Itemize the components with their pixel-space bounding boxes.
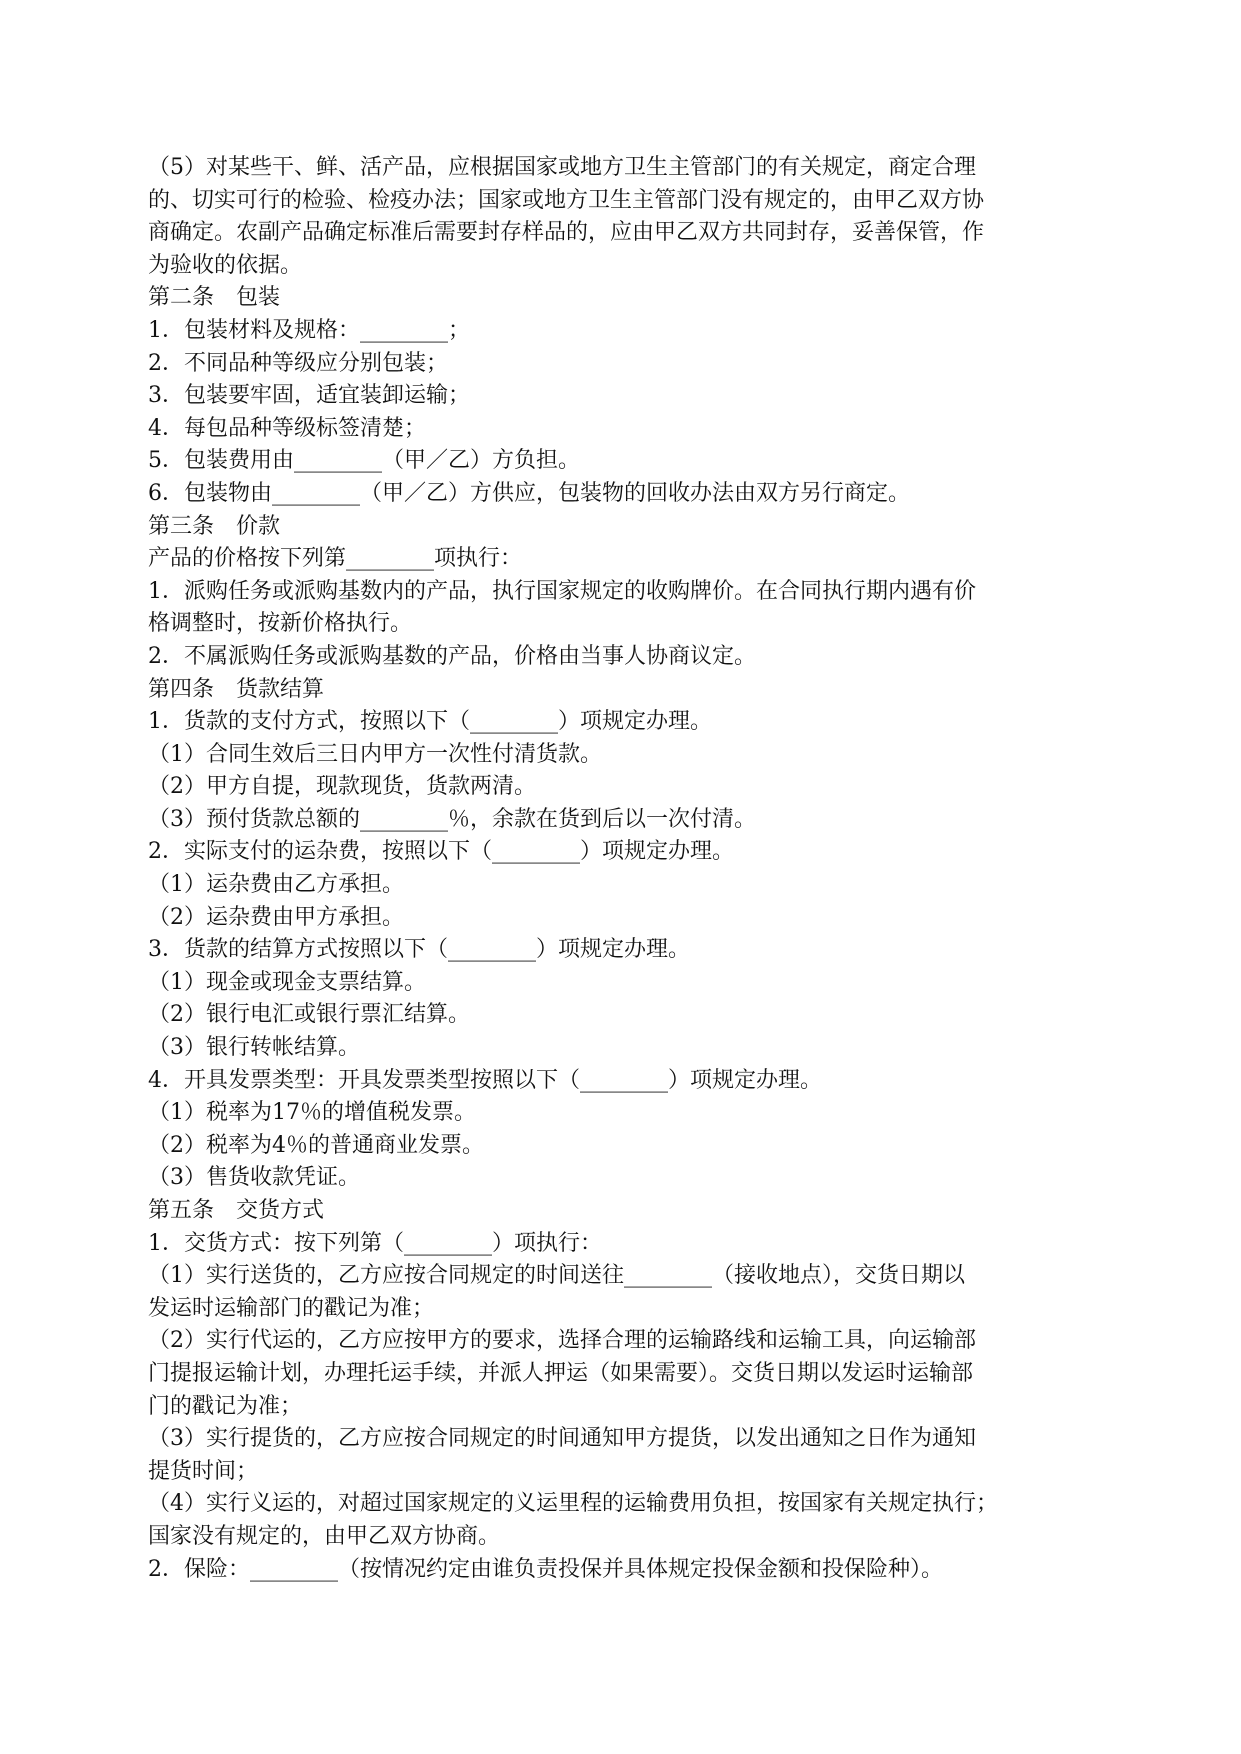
sub-clause-line: （4）实行义运的，对超过国家规定的义运里程的运输费用负担，按国家有关规定执行； (148, 1491, 998, 1517)
sub-clause-line: （3）银行转帐结算。 (148, 1035, 360, 1061)
sub-clause-line: （3）预付货款总额的________％，余款在货到后以一次付清。 (148, 806, 756, 832)
clause-line: 1．交货方式：按下列第（________）项执行： (148, 1230, 602, 1256)
clause-line: 1．派购任务或派购基数内的产品，执行国家规定的收购牌价。在合同执行期内遇有价 (148, 578, 976, 604)
clause-line: 3．货款的结算方式按照以下（________）项规定办理。 (148, 937, 690, 963)
paragraph-line: 为验收的依据。 (148, 252, 303, 278)
clause-line: 2．实际支付的运杂费，按照以下（________）项规定办理。 (148, 839, 734, 865)
sub-clause-line: （2）甲方自提，现款现货，货款两清。 (148, 774, 536, 800)
sub-clause-line: （3）售货收款凭证。 (148, 1165, 360, 1191)
sub-clause-line: 门提报运输计划，办理托运手续，并派人押运（如果需要）。交货日期以发运时运输部 (148, 1360, 974, 1386)
section-heading: 第五条 交货方式 (148, 1198, 325, 1223)
sub-clause-line: 提货时间； (148, 1458, 259, 1484)
section-heading: 第四条 货款结算 (148, 676, 325, 702)
document-body (148, 152, 1094, 1586)
clause-line: 1．货款的支付方式，按照以下（________）项规定办理。 (148, 709, 712, 735)
paragraph-line: （5）对某些干、鲜、活产品，应根据国家或地方卫生主管部门的有关规定，商定合理 (148, 155, 976, 180)
sub-clause-line: （1）合同生效后三日内甲方一次性付清货款。 (148, 741, 602, 767)
section-heading: 第三条 价款 (148, 513, 281, 539)
sub-clause-line: （1）税率为17％的增值税发票。 (148, 1100, 476, 1126)
sub-clause-line: （2）银行电汇或银行票汇结算。 (148, 1002, 470, 1028)
sub-clause-line: （1）运杂费由乙方承担。 (148, 872, 404, 898)
section-heading: 第二条 包装 (148, 285, 281, 311)
sub-clause-line: （3）实行提货的，乙方应按合同规定的时间通知甲方提货，以发出通知之日作为通知 (148, 1426, 976, 1452)
sub-clause-line: （1）实行送货的，乙方应按合同规定的时间送往________（接收地点），交货日期以 (148, 1263, 965, 1289)
clause-line: 4．每包品种等级标签清楚； (148, 415, 426, 441)
sub-clause-line: （1）现金或现金支票结算。 (148, 969, 426, 995)
sub-clause-line: 国家没有规定的，由甲乙双方协商。 (148, 1523, 501, 1549)
sub-clause-line: （2）税率为4％的普通商业发票。 (148, 1132, 484, 1158)
clause-line: 1．包装材料及规格：________； (148, 317, 470, 343)
clause-line: 格调整时，按新价格执行。 (148, 611, 413, 637)
clause-line: 6．包装物由________（甲／乙）方供应，包装物的回收办法由双方另行商定。 (148, 480, 910, 506)
clause-line: 5．包装费用由________（甲／乙）方负担。 (148, 448, 580, 474)
sub-clause-line: （2）实行代运的，乙方应按甲方的要求，选择合理的运输路线和运输工具，向运输部 (148, 1328, 976, 1354)
paragraph-line: 商确定。农副产品确定标准后需要封存样品的，应由甲乙双方共同封存，妥善保管，作 (148, 220, 985, 246)
clause-line: 产品的价格按下列第________项执行： (148, 546, 523, 572)
clause-line: 2．不同品种等级应分别包装； (148, 350, 448, 376)
clause-line: 2．不属派购任务或派购基数的产品，价格由当事人协商议定。 (148, 643, 756, 669)
sub-clause-line: 门的戳记为准； (148, 1393, 303, 1419)
sub-clause-line: 发运时运输部门的戳记为准； (148, 1295, 435, 1321)
paragraph-line: 的、切实可行的检验、检疫办法；国家或地方卫生主管部门没有规定的，由甲乙双方协 (148, 187, 985, 213)
clause-line: 4．开具发票类型：开具发票类型按照以下（________）项规定办理。 (148, 1067, 822, 1093)
clause-line: 3．包装要牢固，适宜装卸运输； (148, 383, 470, 409)
clause-line: 2．保险：________（按情况约定由谁负责投保并具体规定投保金额和投保险种）。 (148, 1556, 943, 1582)
sub-clause-line: （2）运杂费由甲方承担。 (148, 904, 404, 930)
